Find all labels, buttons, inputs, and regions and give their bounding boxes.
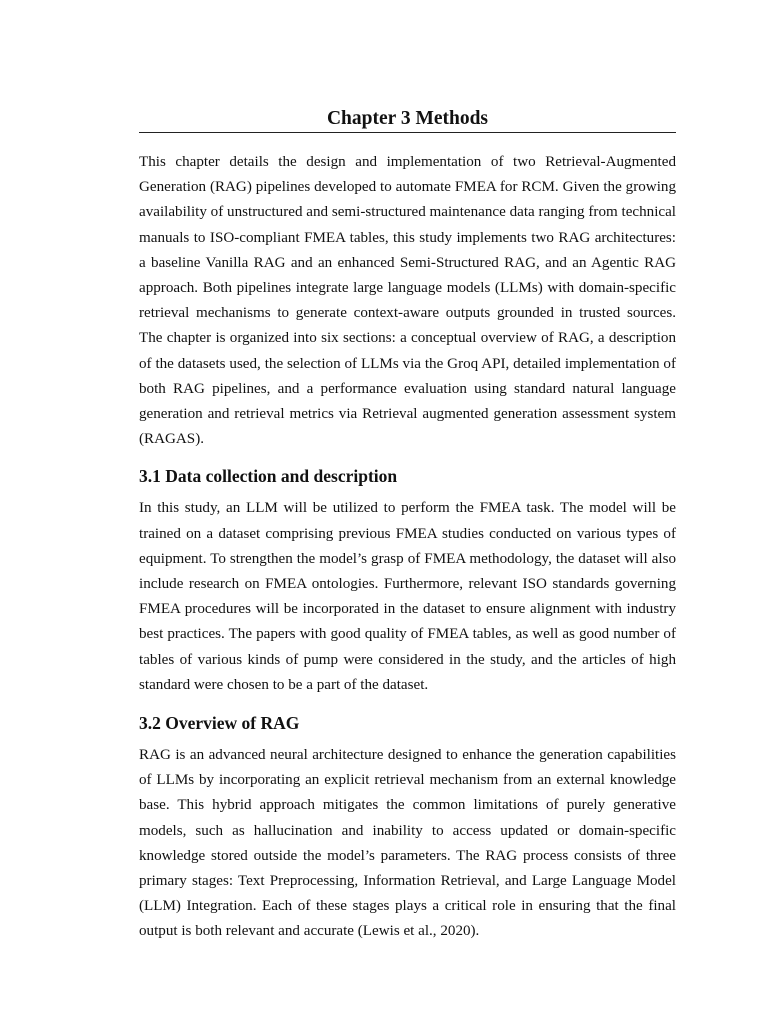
document-page xyxy=(139,108,676,945)
section-paragraph-data-collection: In this study, an LLM will be utilized to perform the FMEA task. The model will be trained on a dataset comprising previous FMEA studies conducted on various types of equipment. To strengthen the model’s grasp of FMEA methodology, the dataset will also include research on FMEA ontologies. Furthermore, relevant ISO standards governing FMEA procedures will be incorporated in the dataset to ensure alignment with industry best practices. The papers with good quality of FMEA tables, as well as good number of tables of various kinds of pump were considered in the study, and the articles of high standard were chosen to be a part of the dataset. xyxy=(139,500,676,693)
section-paragraph-overview-rag: RAG is an advanced neural architecture designed to enhance the generation capabilities of LLMs by incorporating an explicit retrieval mechanism from an external knowledge base. This hybrid approach mitigates the common limitations of purely generative models, such as hallucination and inability to access updated or domain-specific knowledge stored outside the model’s parameters. The RAG process consists of three primary stages: Text Preprocessing, Information Retrieval, and Large Language Model (LLM) Integration. Each of these stages plays a critical role in ensuring that the final output is both relevant and accurate (Lewis et al., 2020). xyxy=(139,747,676,940)
section-heading-data-collection: 3.1 Data collection and description xyxy=(139,466,398,487)
chapter-title: Chapter 3 Methods xyxy=(139,108,676,133)
section-heading-overview-rag: 3.2 Overview of RAG xyxy=(139,713,300,734)
chapter-intro-paragraph: This chapter details the design and implementation of two Retrieval-Augmented Generation (RAG) pipelines developed to automate FMEA for RCM. Given the growing availability of unstructured and semi-structured maintenance data ranging from technical manuals to ISO-compliant FMEA tables, this study implements two RAG architectures: a baseline Vanilla RAG and an enhanced Semi-Structured RAG, and an Agentic RAG approach. Both pipelines integrate large language models (LLMs) with domain-specific retrieval mechanisms to generate context-aware outputs grounded in trusted sources. The chapter is organized into six sections: a conceptual overview of RAG, a description of the datasets used, the selection of LLMs via the Groq API, detailed implementation of both RAG pipelines, and a performance evaluation using standard natural language generation and retrieval metrics via Retrieval augmented generation assessment system (RAGAS). xyxy=(139,154,676,448)
